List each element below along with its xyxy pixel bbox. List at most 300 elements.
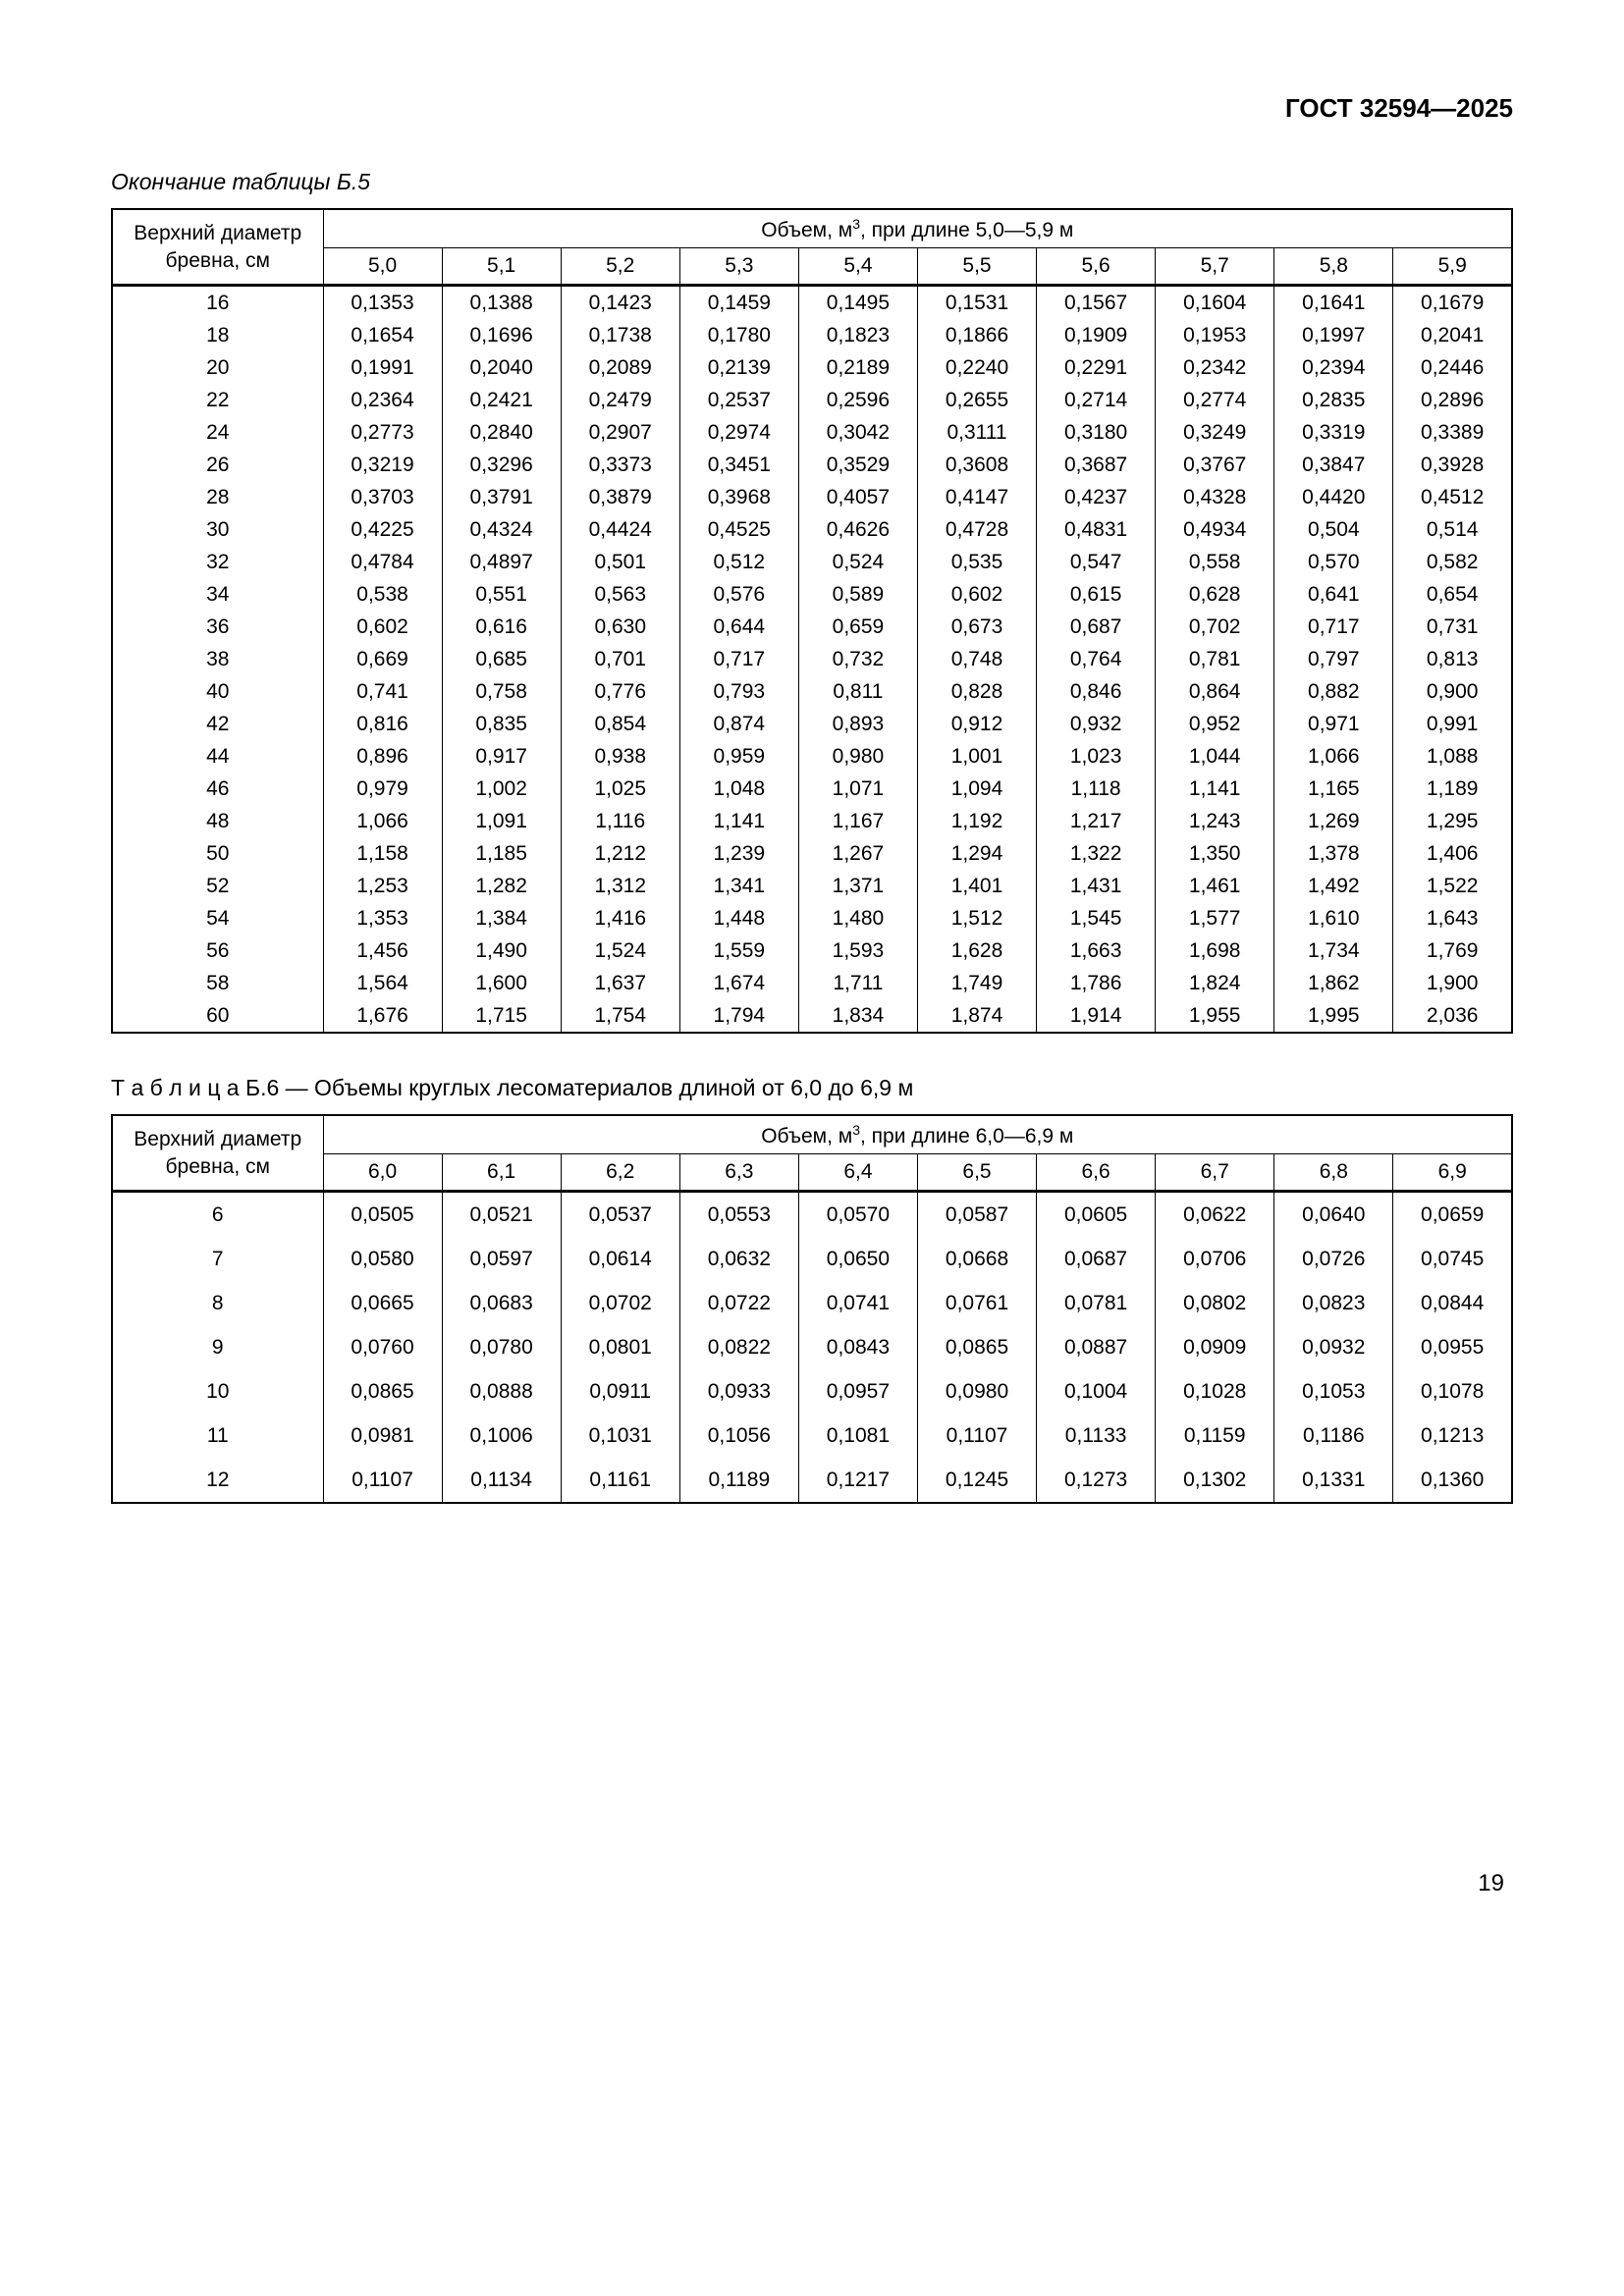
volume-cell: 0,4728 bbox=[917, 513, 1036, 546]
table-row bbox=[112, 286, 1512, 320]
volume-cell: 0,0683 bbox=[442, 1281, 561, 1325]
superscript-3: 3 bbox=[852, 1121, 860, 1138]
table-row bbox=[112, 416, 1512, 449]
volume-cell: 0,0605 bbox=[1037, 1192, 1156, 1238]
volume-cell: 0,524 bbox=[798, 546, 917, 578]
diameter-cell: 6 bbox=[112, 1192, 323, 1238]
volume-cell: 1,025 bbox=[561, 773, 679, 805]
volume-cell: 0,846 bbox=[1037, 675, 1156, 708]
diameter-cell: 46 bbox=[112, 773, 323, 805]
diameter-cell: 42 bbox=[112, 708, 323, 740]
volume-cell: 0,0659 bbox=[1393, 1192, 1512, 1238]
table-row bbox=[112, 870, 1512, 902]
diameter-cell: 12 bbox=[112, 1458, 323, 1503]
volume-cell: 0,1273 bbox=[1037, 1458, 1156, 1503]
volume-cell: 0,535 bbox=[917, 546, 1036, 578]
volume-cell: 0,813 bbox=[1393, 643, 1512, 675]
diameter-cell: 54 bbox=[112, 902, 323, 934]
volume-cell: 0,2774 bbox=[1156, 384, 1274, 416]
volume-cell: 0,1133 bbox=[1037, 1414, 1156, 1458]
volume-cell: 0,641 bbox=[1274, 578, 1393, 611]
diameter-cell: 38 bbox=[112, 643, 323, 675]
volume-cell: 0,854 bbox=[561, 708, 679, 740]
volume-cell: 1,158 bbox=[323, 837, 442, 870]
diameter-cell: 11 bbox=[112, 1414, 323, 1458]
standard-number-header: ГОСТ 32594—2025 bbox=[1285, 93, 1513, 123]
length-column-header: 6,0 bbox=[323, 1154, 442, 1192]
volume-cell: 0,4324 bbox=[442, 513, 561, 546]
volume-cell: 0,673 bbox=[917, 611, 1036, 643]
volume-cell: 0,952 bbox=[1156, 708, 1274, 740]
volume-cell: 0,0537 bbox=[561, 1192, 679, 1238]
volume-cell: 0,0597 bbox=[442, 1237, 561, 1281]
volume-cell: 1,995 bbox=[1274, 999, 1393, 1033]
volume-cell: 1,118 bbox=[1037, 773, 1156, 805]
volume-cell: 0,4934 bbox=[1156, 513, 1274, 546]
volume-cell: 0,896 bbox=[323, 740, 442, 773]
diameter-cell: 18 bbox=[112, 319, 323, 351]
volume-cell: 0,0668 bbox=[917, 1237, 1036, 1281]
volume-cell: 0,0823 bbox=[1274, 1281, 1393, 1325]
volume-cell: 0,0865 bbox=[917, 1325, 1036, 1369]
volume-cell: 0,971 bbox=[1274, 708, 1393, 740]
volume-cell: 1,282 bbox=[442, 870, 561, 902]
volume-cell: 0,1107 bbox=[917, 1414, 1036, 1458]
volume-cell: 0,4057 bbox=[798, 481, 917, 513]
volume-cell: 0,917 bbox=[442, 740, 561, 773]
header-row-group bbox=[112, 209, 1512, 248]
volume-cell: 0,979 bbox=[323, 773, 442, 805]
volume-cell: 0,514 bbox=[1393, 513, 1512, 546]
volume-cell: 0,3373 bbox=[561, 449, 679, 481]
volume-cell: 1,091 bbox=[442, 805, 561, 837]
volume-cell: 0,4831 bbox=[1037, 513, 1156, 546]
volume-cell: 0,3451 bbox=[679, 449, 798, 481]
length-column-header: 5,9 bbox=[1393, 248, 1512, 286]
volume-cell: 0,1953 bbox=[1156, 319, 1274, 351]
volume-cell: 1,378 bbox=[1274, 837, 1393, 870]
volume-cell: 0,2655 bbox=[917, 384, 1036, 416]
volume-cell: 1,094 bbox=[917, 773, 1036, 805]
volume-cell: 0,2342 bbox=[1156, 351, 1274, 384]
volume-cell: 0,3042 bbox=[798, 416, 917, 449]
table-row bbox=[112, 611, 1512, 643]
length-column-header: 6,3 bbox=[679, 1154, 798, 1192]
volume-cell: 0,4626 bbox=[798, 513, 917, 546]
volume-cell: 0,864 bbox=[1156, 675, 1274, 708]
length-column-header: 5,7 bbox=[1156, 248, 1274, 286]
volume-cell: 0,0761 bbox=[917, 1281, 1036, 1325]
volume-cell: 0,1186 bbox=[1274, 1414, 1393, 1458]
volume-cell: 0,1654 bbox=[323, 319, 442, 351]
volume-cell: 0,0622 bbox=[1156, 1192, 1274, 1238]
volume-cell: 0,4328 bbox=[1156, 481, 1274, 513]
volume-cell: 0,2479 bbox=[561, 384, 679, 416]
volume-cell: 1,071 bbox=[798, 773, 917, 805]
volume-cell: 0,811 bbox=[798, 675, 917, 708]
volume-cell: 1,267 bbox=[798, 837, 917, 870]
length-column-header: 6,8 bbox=[1274, 1154, 1393, 1192]
volume-cell: 1,312 bbox=[561, 870, 679, 902]
volume-cell: 0,2139 bbox=[679, 351, 798, 384]
volume-cell: 0,1738 bbox=[561, 319, 679, 351]
table-row bbox=[112, 837, 1512, 870]
volume-cell: 1,955 bbox=[1156, 999, 1274, 1033]
volume-cell: 0,0955 bbox=[1393, 1325, 1512, 1369]
volume-cell: 0,0801 bbox=[561, 1325, 679, 1369]
length-column-header: 6,1 bbox=[442, 1154, 561, 1192]
volume-cell: 0,741 bbox=[323, 675, 442, 708]
diameter-cell: 56 bbox=[112, 934, 323, 967]
volume-cell: 0,1459 bbox=[679, 286, 798, 320]
volume-cell: 0,687 bbox=[1037, 611, 1156, 643]
volume-cell: 1,834 bbox=[798, 999, 917, 1033]
volume-cell: 0,0722 bbox=[679, 1281, 798, 1325]
page-number: 19 bbox=[1478, 1870, 1504, 1896]
volume-cell: 0,589 bbox=[798, 578, 917, 611]
volume-cell: 0,1991 bbox=[323, 351, 442, 384]
table-row bbox=[112, 1369, 1512, 1414]
volume-cell: 1,577 bbox=[1156, 902, 1274, 934]
volume-cell: 0,1161 bbox=[561, 1458, 679, 1503]
volume-cell: 0,2896 bbox=[1393, 384, 1512, 416]
length-column-header: 5,8 bbox=[1274, 248, 1393, 286]
volume-cell: 1,480 bbox=[798, 902, 917, 934]
volume-cell: 0,731 bbox=[1393, 611, 1512, 643]
table-row bbox=[112, 805, 1512, 837]
diameter-cell: 50 bbox=[112, 837, 323, 870]
volume-cell: 1,637 bbox=[561, 967, 679, 999]
volume-cell: 1,711 bbox=[798, 967, 917, 999]
volume-cell: 1,456 bbox=[323, 934, 442, 967]
volume-cell: 0,551 bbox=[442, 578, 561, 611]
volume-cell: 0,0957 bbox=[798, 1369, 917, 1414]
volume-cell: 1,610 bbox=[1274, 902, 1393, 934]
table-row bbox=[112, 902, 1512, 934]
volume-cell: 1,715 bbox=[442, 999, 561, 1033]
volume-cell: 1,295 bbox=[1393, 805, 1512, 837]
volume-cell: 0,3608 bbox=[917, 449, 1036, 481]
volume-cell: 0,3703 bbox=[323, 481, 442, 513]
volume-cell: 1,564 bbox=[323, 967, 442, 999]
volume-cell: 0,835 bbox=[442, 708, 561, 740]
volume-cell: 0,1866 bbox=[917, 319, 1036, 351]
volume-cell: 0,1159 bbox=[1156, 1414, 1274, 1458]
column-group-header: Объем, $м^3$, при длине 6,0—6,9 м bbox=[323, 1115, 1512, 1154]
volume-cell: 1,600 bbox=[442, 967, 561, 999]
volume-cell: 0,570 bbox=[1274, 546, 1393, 578]
volume-cell: 0,702 bbox=[1156, 611, 1274, 643]
volume-cell: 1,044 bbox=[1156, 740, 1274, 773]
volume-cell: 0,1679 bbox=[1393, 286, 1512, 320]
volume-cell: 0,2040 bbox=[442, 351, 561, 384]
table-row bbox=[112, 449, 1512, 481]
volume-cell: 1,141 bbox=[679, 805, 798, 837]
volume-cell: 0,558 bbox=[1156, 546, 1274, 578]
volume-cell: 1,253 bbox=[323, 870, 442, 902]
volume-cell: 1,824 bbox=[1156, 967, 1274, 999]
volume-cell: 0,4420 bbox=[1274, 481, 1393, 513]
volume-cell: 0,717 bbox=[1274, 611, 1393, 643]
length-column-header: 6,6 bbox=[1037, 1154, 1156, 1192]
volume-cell: 0,576 bbox=[679, 578, 798, 611]
volume-cell: 0,2974 bbox=[679, 416, 798, 449]
volume-cell: 0,2446 bbox=[1393, 351, 1512, 384]
volume-cell: 0,3219 bbox=[323, 449, 442, 481]
volume-cell: 0,980 bbox=[798, 740, 917, 773]
volume-cell: 0,1081 bbox=[798, 1414, 917, 1458]
volume-cell: 0,628 bbox=[1156, 578, 1274, 611]
volume-cell: 0,4784 bbox=[323, 546, 442, 578]
volume-cell: 0,893 bbox=[798, 708, 917, 740]
length-column-header: 6,4 bbox=[798, 1154, 917, 1192]
volume-cell: 0,1134 bbox=[442, 1458, 561, 1503]
volume-cell: 0,616 bbox=[442, 611, 561, 643]
volume-cell: 0,501 bbox=[561, 546, 679, 578]
volume-cell: 0,0932 bbox=[1274, 1325, 1393, 1369]
volume-cell: 1,900 bbox=[1393, 967, 1512, 999]
table-row bbox=[112, 1281, 1512, 1325]
volume-cell: 0,4147 bbox=[917, 481, 1036, 513]
diameter-cell: 52 bbox=[112, 870, 323, 902]
volume-cell: 0,2907 bbox=[561, 416, 679, 449]
volume-cell: 0,2714 bbox=[1037, 384, 1156, 416]
volume-cell: 1,239 bbox=[679, 837, 798, 870]
volume-cell: 0,912 bbox=[917, 708, 1036, 740]
volume-cell: 0,1189 bbox=[679, 1458, 798, 1503]
volume-cell: 0,2364 bbox=[323, 384, 442, 416]
volume-cell: 0,3249 bbox=[1156, 416, 1274, 449]
volume-cell: 0,2291 bbox=[1037, 351, 1156, 384]
volume-cell: 1,559 bbox=[679, 934, 798, 967]
volume-cell: 0,3529 bbox=[798, 449, 917, 481]
diameter-cell: 32 bbox=[112, 546, 323, 578]
diameter-cell: 26 bbox=[112, 449, 323, 481]
volume-cell: 0,776 bbox=[561, 675, 679, 708]
table-b5-continuation-caption: Окончание таблицы Б.5 bbox=[111, 169, 371, 194]
volume-cell: 1,524 bbox=[561, 934, 679, 967]
volume-cell: 0,0665 bbox=[323, 1281, 442, 1325]
table-b6-caption: Т а б л и ц а Б.6 — Объемы круглых лесоматериалов длиной от 6,0 до 6,9 м bbox=[111, 1075, 914, 1100]
volume-cell: 0,932 bbox=[1037, 708, 1156, 740]
table-row bbox=[112, 1414, 1512, 1458]
diameter-cell: 48 bbox=[112, 805, 323, 837]
volume-cell: 1,862 bbox=[1274, 967, 1393, 999]
volume-cell: 0,0580 bbox=[323, 1237, 442, 1281]
volume-cell: 1,643 bbox=[1393, 902, 1512, 934]
volume-cell: 1,217 bbox=[1037, 805, 1156, 837]
volume-cell: 0,2394 bbox=[1274, 351, 1393, 384]
volume-cell: 0,659 bbox=[798, 611, 917, 643]
volume-cell: 1,698 bbox=[1156, 934, 1274, 967]
volume-cell: 1,663 bbox=[1037, 934, 1156, 967]
volume-cell: 0,0632 bbox=[679, 1237, 798, 1281]
volume-cell: 0,2089 bbox=[561, 351, 679, 384]
volume-cell: 0,602 bbox=[917, 578, 1036, 611]
table-row bbox=[112, 740, 1512, 773]
diameter-cell: 34 bbox=[112, 578, 323, 611]
length-column-header: 5,3 bbox=[679, 248, 798, 286]
volume-cell: 0,1531 bbox=[917, 286, 1036, 320]
volume-cell: 0,3847 bbox=[1274, 449, 1393, 481]
volume-cell: 1,416 bbox=[561, 902, 679, 934]
volume-cell: 0,1823 bbox=[798, 319, 917, 351]
diameter-cell: 10 bbox=[112, 1369, 323, 1414]
volume-cell: 1,341 bbox=[679, 870, 798, 902]
diameter-cell: 7 bbox=[112, 1237, 323, 1281]
volume-cell: 0,0614 bbox=[561, 1237, 679, 1281]
volume-cell: 0,2596 bbox=[798, 384, 917, 416]
volume-cell: 0,644 bbox=[679, 611, 798, 643]
volume-cell: 0,0822 bbox=[679, 1325, 798, 1369]
volume-cell: 0,1245 bbox=[917, 1458, 1036, 1503]
volume-cell: 1,754 bbox=[561, 999, 679, 1033]
volume-cell: 0,602 bbox=[323, 611, 442, 643]
volume-cell: 1,914 bbox=[1037, 999, 1156, 1033]
volume-cell: 0,1495 bbox=[798, 286, 917, 320]
volume-cell: 0,1909 bbox=[1037, 319, 1156, 351]
table-row bbox=[112, 384, 1512, 416]
volume-cell: 1,371 bbox=[798, 870, 917, 902]
volume-cell: 0,512 bbox=[679, 546, 798, 578]
volume-cell: 1,023 bbox=[1037, 740, 1156, 773]
volume-cell: 1,769 bbox=[1393, 934, 1512, 967]
volume-table-b6 bbox=[111, 1114, 1513, 1504]
volume-cell: 0,3879 bbox=[561, 481, 679, 513]
diameter-cell: 36 bbox=[112, 611, 323, 643]
volume-cell: 1,066 bbox=[323, 805, 442, 837]
volume-cell: 1,786 bbox=[1037, 967, 1156, 999]
table-row bbox=[112, 643, 1512, 675]
row-header-diameter: Верхний диаметр бревна, см bbox=[112, 1115, 323, 1192]
volume-cell: 0,538 bbox=[323, 578, 442, 611]
volume-cell: 0,2840 bbox=[442, 416, 561, 449]
volume-cell: 0,882 bbox=[1274, 675, 1393, 708]
volume-cell: 0,1997 bbox=[1274, 319, 1393, 351]
volume-cell: 0,0980 bbox=[917, 1369, 1036, 1414]
volume-cell: 1,185 bbox=[442, 837, 561, 870]
diameter-cell: 9 bbox=[112, 1325, 323, 1369]
volume-table-b5 bbox=[111, 208, 1513, 1034]
volume-cell: 0,3319 bbox=[1274, 416, 1393, 449]
volume-cell: 0,4424 bbox=[561, 513, 679, 546]
superscript-3: 3 bbox=[852, 215, 860, 232]
volume-cell: 1,448 bbox=[679, 902, 798, 934]
volume-cell: 0,748 bbox=[917, 643, 1036, 675]
diameter-cell: 28 bbox=[112, 481, 323, 513]
diameter-cell: 30 bbox=[112, 513, 323, 546]
volume-cell: 0,0745 bbox=[1393, 1237, 1512, 1281]
volume-cell: 1,167 bbox=[798, 805, 917, 837]
volume-cell: 1,628 bbox=[917, 934, 1036, 967]
volume-cell: 0,0981 bbox=[323, 1414, 442, 1458]
column-group-header: Объем, $м^3$, при длине 5,0—5,9 м bbox=[323, 209, 1512, 248]
volume-cell: 0,0780 bbox=[442, 1325, 561, 1369]
volume-cell: 0,1004 bbox=[1037, 1369, 1156, 1414]
volume-cell: 1,794 bbox=[679, 999, 798, 1033]
volume-cell: 1,490 bbox=[442, 934, 561, 967]
volume-cell: 1,874 bbox=[917, 999, 1036, 1033]
volume-cell: 0,1388 bbox=[442, 286, 561, 320]
volume-cell: 0,0553 bbox=[679, 1192, 798, 1238]
volume-cell: 0,0802 bbox=[1156, 1281, 1274, 1325]
volume-cell: 0,900 bbox=[1393, 675, 1512, 708]
length-column-header: 6,5 bbox=[917, 1154, 1036, 1192]
volume-cell: 0,1031 bbox=[561, 1414, 679, 1458]
table-row bbox=[112, 675, 1512, 708]
volume-cell: 0,2041 bbox=[1393, 319, 1512, 351]
volume-cell: 0,3389 bbox=[1393, 416, 1512, 449]
table-row bbox=[112, 967, 1512, 999]
length-column-header: 5,2 bbox=[561, 248, 679, 286]
volume-cell: 1,048 bbox=[679, 773, 798, 805]
volume-cell: 0,874 bbox=[679, 708, 798, 740]
volume-cell: 0,1078 bbox=[1393, 1369, 1512, 1414]
volume-cell: 1,001 bbox=[917, 740, 1036, 773]
volume-cell: 0,1053 bbox=[1274, 1369, 1393, 1414]
volume-cell: 0,1028 bbox=[1156, 1369, 1274, 1414]
volume-cell: 1,492 bbox=[1274, 870, 1393, 902]
table-row bbox=[112, 1325, 1512, 1369]
volume-cell: 0,758 bbox=[442, 675, 561, 708]
diameter-cell: 58 bbox=[112, 967, 323, 999]
volume-cell: 0,1217 bbox=[798, 1458, 917, 1503]
volume-cell: 0,0781 bbox=[1037, 1281, 1156, 1325]
volume-cell: 0,669 bbox=[323, 643, 442, 675]
volume-cell: 0,685 bbox=[442, 643, 561, 675]
table-row bbox=[112, 1192, 1512, 1238]
volume-cell: 0,4512 bbox=[1393, 481, 1512, 513]
volume-cell: 0,764 bbox=[1037, 643, 1156, 675]
volume-cell: 1,189 bbox=[1393, 773, 1512, 805]
length-column-header: 5,1 bbox=[442, 248, 561, 286]
table-row bbox=[112, 351, 1512, 384]
volume-cell: 1,749 bbox=[917, 967, 1036, 999]
volume-cell: 0,4897 bbox=[442, 546, 561, 578]
table-row bbox=[112, 708, 1512, 740]
volume-cell: 1,088 bbox=[1393, 740, 1512, 773]
header-row-group bbox=[112, 1115, 1512, 1154]
length-column-header: 6,2 bbox=[561, 1154, 679, 1192]
volume-cell: 0,1056 bbox=[679, 1414, 798, 1458]
volume-cell: 1,350 bbox=[1156, 837, 1274, 870]
volume-cell: 0,701 bbox=[561, 643, 679, 675]
volume-cell: 0,0887 bbox=[1037, 1325, 1156, 1369]
volume-cell: 1,593 bbox=[798, 934, 917, 967]
volume-cell: 0,2835 bbox=[1274, 384, 1393, 416]
volume-cell: 0,816 bbox=[323, 708, 442, 740]
volume-cell: 0,2240 bbox=[917, 351, 1036, 384]
volume-cell: 1,141 bbox=[1156, 773, 1274, 805]
volume-cell: 0,1604 bbox=[1156, 286, 1274, 320]
volume-cell: 1,384 bbox=[442, 902, 561, 934]
table-row bbox=[112, 999, 1512, 1033]
volume-cell: 0,3180 bbox=[1037, 416, 1156, 449]
volume-cell: 0,959 bbox=[679, 740, 798, 773]
volume-cell: 0,4525 bbox=[679, 513, 798, 546]
volume-cell: 0,2421 bbox=[442, 384, 561, 416]
volume-cell: 0,3928 bbox=[1393, 449, 1512, 481]
length-column-header: 5,5 bbox=[917, 248, 1036, 286]
volume-cell: 0,793 bbox=[679, 675, 798, 708]
volume-cell: 0,1353 bbox=[323, 286, 442, 320]
table-row bbox=[112, 481, 1512, 513]
volume-cell: 0,582 bbox=[1393, 546, 1512, 578]
volume-cell: 0,1107 bbox=[323, 1458, 442, 1503]
volume-cell: 0,0570 bbox=[798, 1192, 917, 1238]
diameter-cell: 8 bbox=[112, 1281, 323, 1325]
volume-cell: 0,3296 bbox=[442, 449, 561, 481]
